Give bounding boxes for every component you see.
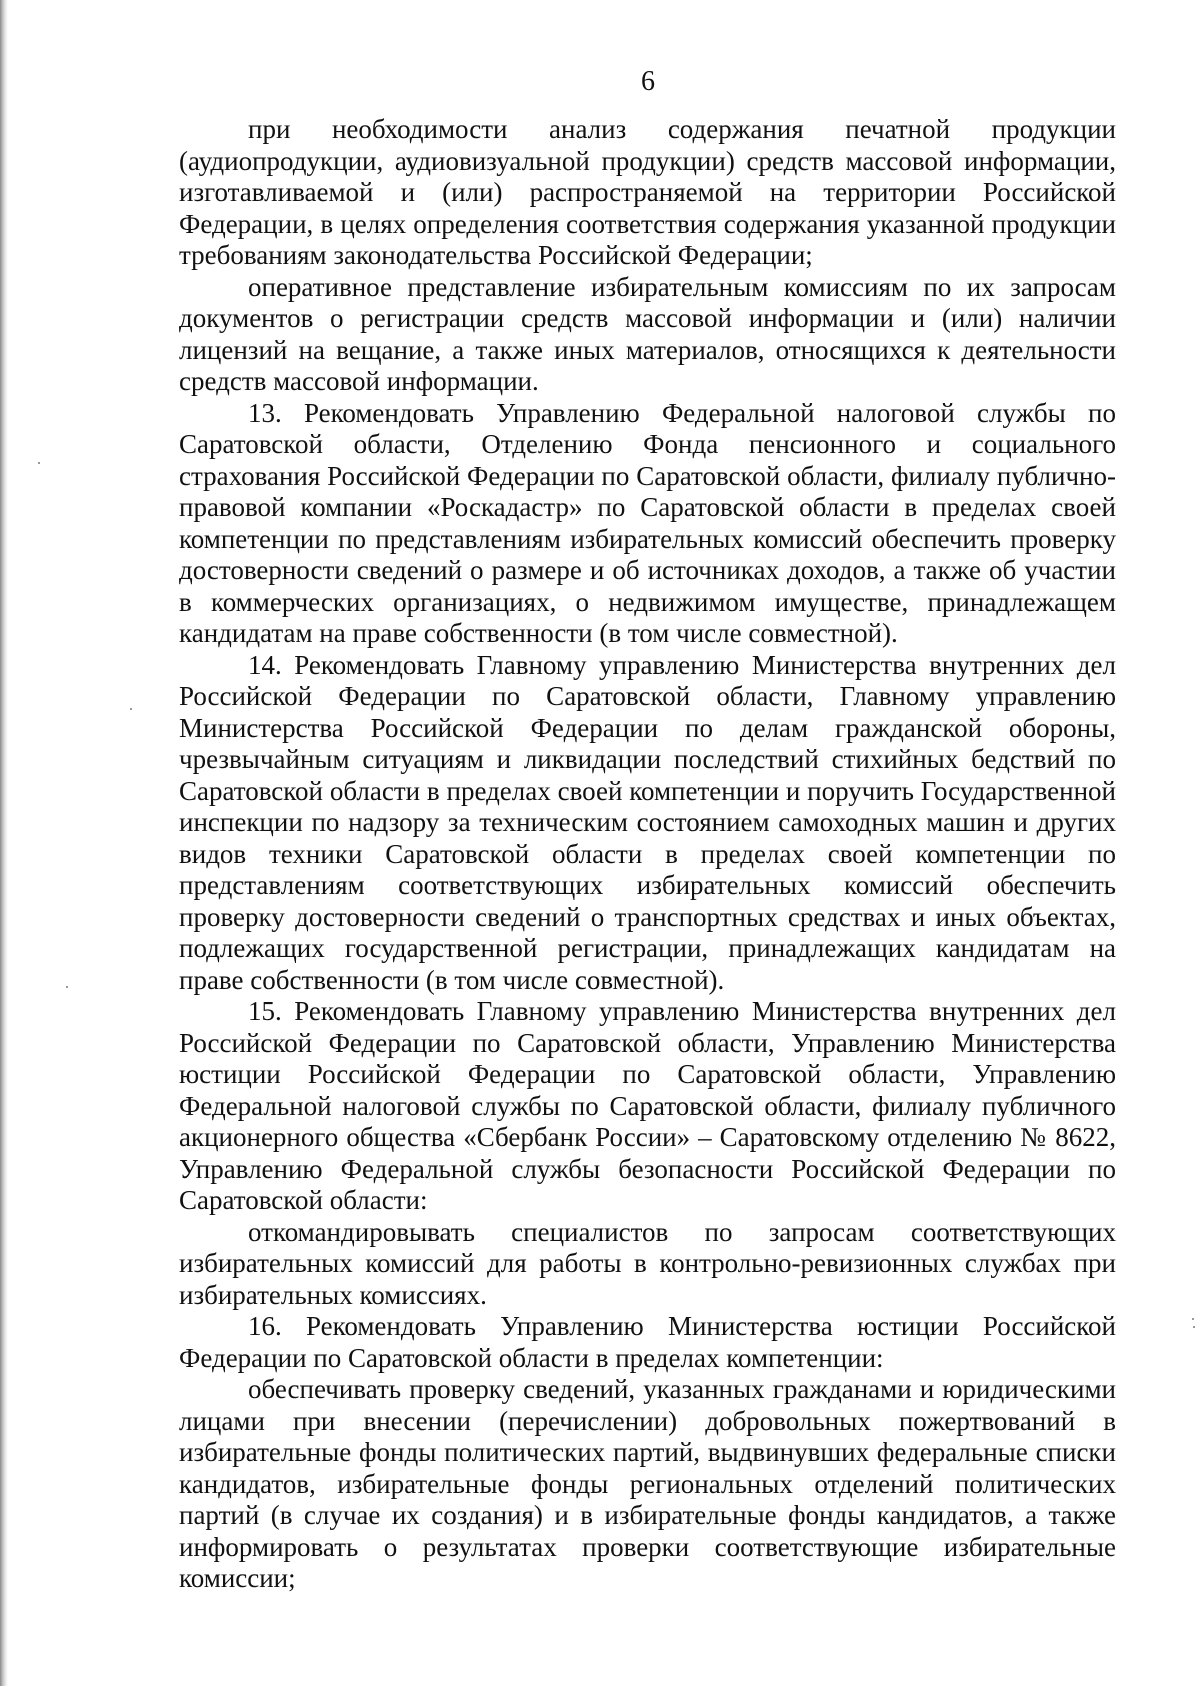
paragraph-item-15: 15. Рекомендовать Главному управлению Министерства внутренних дел Российской Федерации по Саратовской области, Управлению Министерства юстиции Российской Федерации по Саратовской области, Управлению Федеральной налоговой службы по Саратовской области, филиалу публичного акционерного общества «Сбербанк России» – Саратовскому отделению № 8622, Управлению Федеральной службы безопасности Российской Федерации по Саратовской области:: [179, 996, 1116, 1215]
scan-shadow-edge: [0, 0, 8, 1686]
scan-speck: [66, 986, 68, 988]
paragraph-item-16: 16. Рекомендовать Управлению Министерства юстиции Российской Федерации по Саратовской области в пределах компетенции:: [179, 1311, 1116, 1373]
paragraph-media-content-analysis: при необходимости анализ содержания печатной продукции (аудиопродукции, аудиовизуальной продукции) средств массовой информации, изготавливаемой и (или) распространяемой на территории Российской Федерации, в целях определения соответствия содержания указанной продукции требованиям законодательства Российской Федерации;: [179, 114, 1116, 270]
scan-speck: [130, 708, 132, 710]
scan-speck: [1192, 1318, 1194, 1320]
document-body: [179, 114, 1116, 1595]
paragraph-item-14: 14. Рекомендовать Главному управлению Министерства внутренних дел Российской Федерации по Саратовской области, Главному управлению Министерства Российской Федерации по делам гражданской обороны, чрезвычайным ситуациям и ликвидации последствий стихийных бедствий по Саратовской области в пределах своей компетенции и поручить Государственной инспекции по надзору за техническим состоянием самоходных машин и других видов техники Саратовской области в пределах своей компетенции по представлениям соответствующих избирательных комиссий обеспечить проверку достоверности сведений о транспортных средствах и иных объектах, подлежащих государственной регистрации, принадлежащих кандидатам на праве собственности (в том числе совместной).: [179, 649, 1116, 995]
scan-speck: [1193, 1326, 1195, 1328]
page-number: 6: [641, 66, 655, 97]
scan-speck: [38, 462, 40, 464]
paragraph-item-13: 13. Рекомендовать Управлению Федеральной налоговой службы по Саратовской области, Отделению Фонда пенсионного и социального страхования Российской Федерации по Саратовской области, филиалу публично-правовой компании «Роскадастр» по Саратовской области в пределах своей компетенции по представлениям избирательных комиссий обеспечить проверку достоверности сведений о размере и об источниках доходов, а также об участии в коммерческих организациях, о недвижимом имуществе, принадлежащем кандидатам на праве собственности (в том числе совместной).: [179, 397, 1116, 648]
paragraph-media-documents: оперативное представление избирательным комиссиям по их запросам документов о регистрации средств массовой информации и (или) наличии лицензий на вещание, а также иных материалов, относящихся к деятельности средств массовой информации.: [179, 271, 1116, 396]
paragraph-item-15-specialists: откомандировывать специалистов по запросам соответствующих избирательных комиссий для работы в контрольно-ревизионных службах при избирательных комиссиях.: [179, 1216, 1116, 1310]
paragraph-item-16-donations-check: обеспечивать проверку сведений, указанных гражданами и юридическими лицами при внесении (перечислении) добровольных пожертвований в избирательные фонды политических партий, выдвинувших федеральные списки кандидатов, избирательные фонды региональных отделений политических партий (в случае их создания) и в избирательные фонды кандидатов, а также информировать о результатах проверки соответствующие избирательные комиссии;: [179, 1374, 1116, 1593]
